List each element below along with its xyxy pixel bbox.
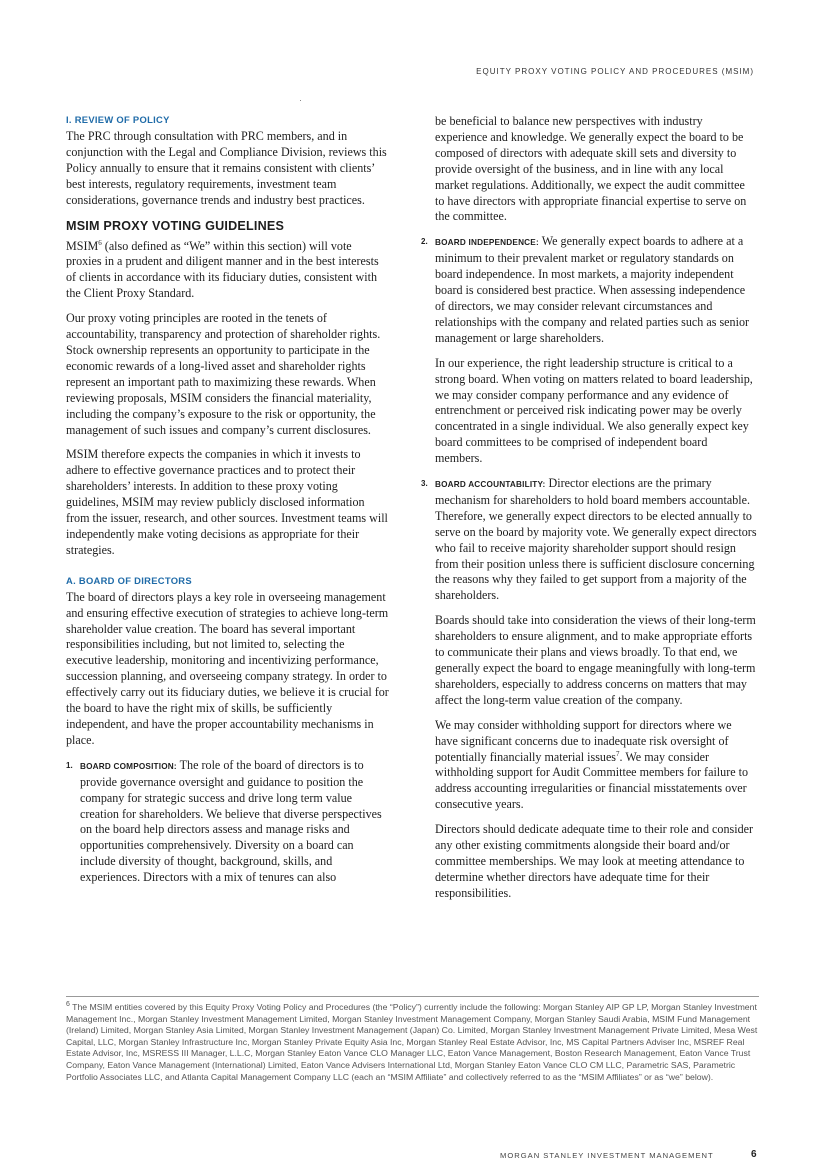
board-composition-label: BOARD COMPOSITION: xyxy=(80,761,177,771)
item-number-1: 1. xyxy=(66,760,73,770)
board-accountability-text: Director elections are the primary mechanism for shareholders to hold board members accountable. Therefore, we generally expect directors to be elected annually to serve on the board by majority vote. We generally expect directors who fail to receive majority shareholder support should resign from their position unless there is sufficient disclosure concerning the reasons why they failed to get support from a majority of the shareholders. xyxy=(435,476,757,603)
guidelines-paragraph-1 xyxy=(66,239,389,303)
footnote-divider xyxy=(66,996,759,997)
board-of-directors-heading: A. BOARD OF DIRECTORS xyxy=(66,574,192,586)
running-header: EQUITY PROXY VOTING POLICY AND PROCEDURES (MSIM) xyxy=(476,67,754,76)
footnote-marker: 6 xyxy=(66,1001,70,1009)
board-independence-text: We generally expect boards to adhere at a minimum to their prevalent market or regulatory standards on board independence. In most markets, a majority independent board is considered best practice. When assessing independence of directors, we may consider relevant circumstances and relationships with the company and related parties such as senior management or large shareholders. xyxy=(435,234,750,345)
withholding-support-rest: . We may consider withholding support for Audit Committee members for failure to address accounting irregularities or financial misstatements over consecutive years. xyxy=(435,749,749,812)
guidelines-paragraph-2: Our proxy voting principles are rooted in the tenets of accountability, transparency and protection of shareholder rights. Stock ownership represents an opportunity to participate in the economic rewards of a long-lived asset and shareholder rights represent an important path to maximizing these rewards. When reviewing proposals, MSIM considers the financial materiality, including the company’s exposure to the risk or opportunity, the management of such issues and company’s current disclosures. xyxy=(66,311,381,437)
board-accountability-label: BOARD ACCOUNTABILITY: xyxy=(435,480,546,490)
stray-mark xyxy=(300,100,301,101)
shareholder-views-paragraph: Boards should take into consideration the views of their long-term shareholders to ensure alignment, and to make appropriate efforts to communicate their plans and views broadly. To that end, we generally expect the board to engage meaningfully with long-term shareholders, especially to address concerns on matters that may affect the long-term value creation of the company. xyxy=(435,613,756,707)
guidelines-heading: MSIM PROXY VOTING GUIDELINES xyxy=(66,218,285,233)
withholding-support-start: We may consider withholding support for directors where we have significant concerns due to inadequate risk oversight of potentially financially material issues xyxy=(435,717,732,764)
right-column xyxy=(421,114,757,911)
guidelines-paragraph-3: MSIM therefore expects the companies in which it invests to adhere to effective governance practices and to protect their shareholders’ interests. In addition to these proxy voting guidelines, MSIM may review publicly disclosed information from the issuer, research, and other sources. Investment teams will independently make voting decisions as appropriate for their strategies. xyxy=(66,447,388,557)
board-composition-text: The role of the board of directors is to provide governance oversight and guidance to position the company for strategic success and drive long term value creation for shareholders. We believe that diverse perspectives on the board help directors assess and manage risks and opportunities comprehensively. Diversity on a board can include diversity of thought, background, skills, and experiences. Directors with a mix of tenures can also xyxy=(80,757,382,885)
board-of-directors-text: The board of directors plays a key role in overseeing management and ensuring effective execution of strategies to achieve long-term shareholder value creation. The board has several important responsibilities including, but not limited to, selecting the executive leadership, monitoring and incentivizing performance, succession planning, and overseeing company strategy. In order to effectively carry out its fiduciary duties, we believe it is crucial for the board to have the right mix of skills, be sufficiently independent, and have the proper accountability mechanisms in place. xyxy=(66,589,389,747)
item-number-3: 3. xyxy=(421,479,428,489)
board-composition-continued: be beneficial to balance new perspectives with industry experience and knowledge. We generally expect the board to be composed of directors with adequate skill sets and diversity to provide oversight of the business, and in line with any local market regulations. Additionally, we expect the audit committee to have directors with appropriate financial expertise to serve on the committee. xyxy=(435,114,747,224)
footnote-ref-7: 7 xyxy=(616,749,620,758)
board-composition-item xyxy=(66,758,389,886)
board-accountability-item xyxy=(421,476,757,604)
board-independence-item xyxy=(421,234,757,346)
left-column xyxy=(66,114,389,895)
review-policy-text: The PRC through consultation with PRC members, and in conjunction with the Legal and Compliance Division, reviews this Policy annually to ensure that it remains consistent with clients’ best interests, regulatory requirements, investment team considerations, governance trends and industry best practices. xyxy=(66,129,387,207)
review-policy-heading: I. REVIEW OF POLICY xyxy=(66,114,170,125)
footnote xyxy=(66,1002,759,1083)
footer-brand: MORGAN STANLEY INVESTMENT MANAGEMENT xyxy=(500,1151,714,1160)
footnote-text: The MSIM entities covered by this Equity Proxy Voting Policy and Procedures (the “Policy”) currently include the following: Morgan Stanley AIP GP LP, Morgan Stanley Investment Management Inc., Morgan Stanley Investment Management Limited, Morgan Stanley Investment Management Company, Morgan Stanley Saudi Arabia, MSIM Fund Management (Ireland) Limited, Morgan Stanley Asia Limited, Morgan Stanley Investment Management (Japan) Co. Limited, Morgan Stanley Investment Management Private Limited, Mesa West Capital, LLC, Morgan Stanley Infrastructure Inc, Morgan Stanley Private Equity Asia Inc, Morgan Stanley Real Estate Advisor, Inc, MS Capital Partners Adviser Inc, MSREF Real Estate Advisor, Inc, MSRESS III Manager, L.L.C, Morgan Stanley Eaton Vance CLO Manager LLC, Eaton Vance Management, Boston Research Management, Eaton Vance Trust Company, Eaton Vance Management (International) Limited, Eaton Vance Advisers International Ltd, Morgan Stanley Eaton Vance CLO CM LLC, Parametric SAS, Parametric Portfolio Associates LLC, and Atlanta Capital Management Company LLC (each an “MSIM Affiliate” and collectively referred to as the “MSIM Affiliates” or as “we” below). xyxy=(66,1002,758,1082)
item-number-2: 2. xyxy=(421,237,428,247)
director-time-paragraph: Directors should dedicate adequate time to their role and consider any other existing commitments alongside their board and/or committee memberships. We may look at meeting attendance to determine whether directors have adequate time for their responsibilities. xyxy=(435,822,754,900)
withholding-support-paragraph xyxy=(421,718,757,813)
guidelines-p1-start: MSIM xyxy=(66,238,99,253)
page-number: 6 xyxy=(751,1149,757,1160)
footnote-ref-6: 6 xyxy=(98,238,102,247)
guidelines-p1-rest: (also defined as “We” within this section) will vote proxies in a prudent and diligent manner and in the best interests of clients in accordance with its fiduciary duties, consistent with the Client Proxy Standard. xyxy=(66,238,379,301)
board-leadership-paragraph: In our experience, the right leadership structure is critical to a strong board. When voting on matters related to board leadership, we may consider company performance and any evidence of entrenchment or perceived risk indicating power may be overly concentrated in a single individual. We also generally expect key board committees to be comprised of independent board members. xyxy=(435,355,753,466)
board-independence-label: BOARD INDEPENDENCE: xyxy=(435,238,539,248)
